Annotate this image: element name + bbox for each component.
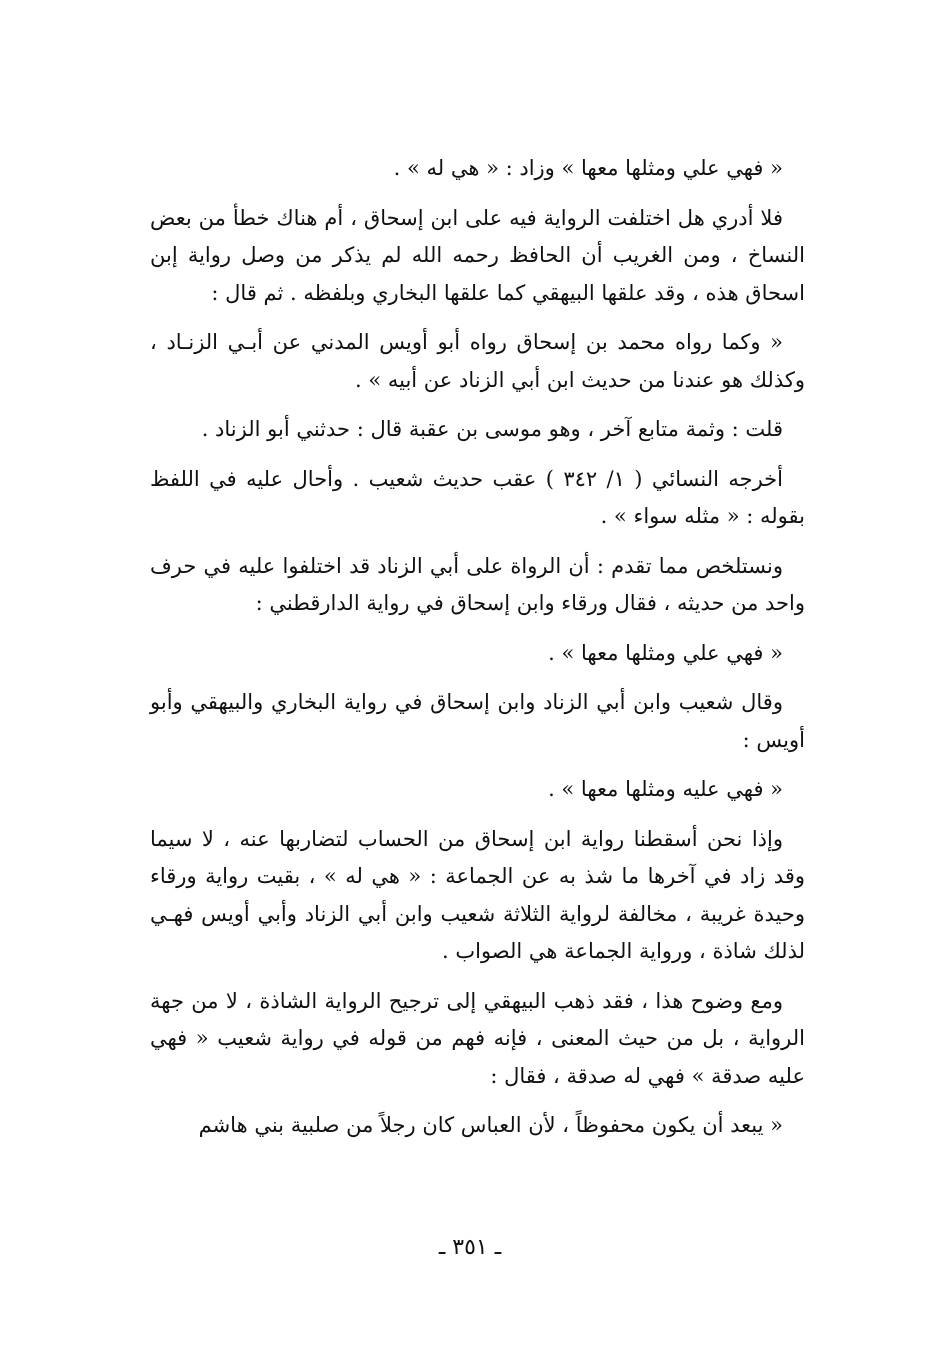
text-paragraph: ونستلخص مما تقدم : أن الرواة على أبي الزناد قد اختلفوا عليه في حرف واحد من حديثه ، فقال ورقاء وابن إسحاق في رواية الدارقطني : — [150, 553, 805, 615]
text-paragraph: فلا أدري هل اختلفت الرواية فيه على ابن إسحاق ، أم هناك خطأ من بعض النساخ ، ومن الغريب أن الحافظ رحمه الله لم يذكر من وصل رواية إبن اسحاق هذه ، وقد علقها البيهقي كما علقها البخاري وبلفظه . ثم قال : — [150, 205, 805, 305]
quote-paragraph: « فهي علي ومثلها معها » . — [548, 640, 783, 665]
text-paragraph: قلت : وثمة متابع آخر ، وهو موسى بن عقبة قال : حدثني أبو الزناد . — [201, 417, 783, 441]
text-paragraph: وإذا نحن أسقطنا رواية ابن إسحاق من الحساب لتضاربها عنه ، لا سيما وقد زاد في آخرها ما شذ به عن الجماعة : « هي له » ، بقيت رواية ورقاء وحيدة غريبة ، مخالفة لرواية الثلاثة شعيب وابن أبي الزناد وأبي أويس فهـي لذلك شاذة ، ورواية الجماعة هي الصواب . — [150, 826, 805, 963]
quote-paragraph: « فهي عليه ومثلها معها » . — [548, 777, 783, 801]
quote-paragraph: « يبعد أن يكون محفوظاً ، لأن العباس كان رجلاً من صلبية بني هاشم — [198, 1113, 783, 1137]
text-paragraph: أخرجه النسائي ( ١/ ٣٤٢ ) عقب حديث شعيب . وأحال عليه في اللفظ بقوله : « مثله سواء » . — [150, 466, 805, 528]
page-number: ـ ٣٥١ ـ — [438, 1235, 502, 1260]
text-paragraph: ومع وضوح هذا ، فقد ذهب البيهقي إلى ترجيح الرواية الشاذة ، لا من جهة الرواية ، بل من حيث المعنى ، فإنه فهم من قوله في رواية شعيب « فهي عليه صدقة » فهي له صدقة ، فقال : — [150, 988, 805, 1088]
quote-paragraph: « فهي علي ومثلها معها » وزاد : « هي له » . — [393, 156, 783, 180]
body-text — [150, 150, 805, 1157]
text-paragraph: وقال شعيب وابن أبي الزناد وابن إسحاق في رواية البخاري والبيهقي وأبو أويس : — [150, 690, 805, 752]
quote-paragraph: « وكما رواه محمد بن إسحاق رواه أبو أويس المدني عن أبـي الزنـاد ، وكذلك هو عندنا من حديث ابن أبي الزناد عن أبيه » . — [150, 330, 805, 392]
